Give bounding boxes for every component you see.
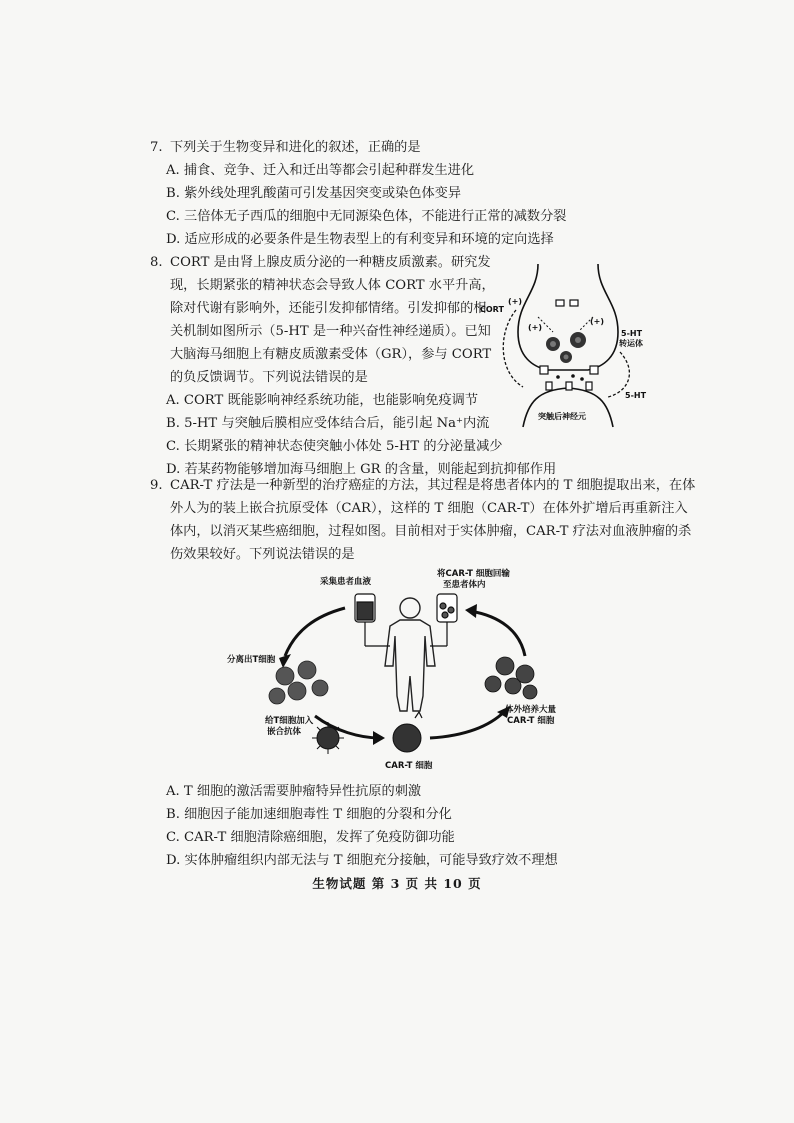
label-culture-2: CAR-T 细胞 (507, 716, 555, 726)
car-t-cluster (485, 657, 537, 699)
option-b: B. 细胞因子能加速细胞毒性 T 细胞的分裂和分化 (166, 807, 452, 822)
label-return-2: 至患者体内 (443, 580, 486, 590)
blood-bag-left (355, 594, 390, 646)
label-add-2: 嵌合抗体 (267, 727, 302, 737)
question-9 (150, 474, 696, 566)
question-8 (150, 251, 557, 481)
stem-line: 除对代谢有影响外，还能引发抑郁情绪。引发抑郁的相 (170, 301, 487, 316)
stem-line: 外人为的装上嵌合抗原受体（CAR），这样的 T 细胞（CAR-T）在体外扩增后再重新注入 (170, 501, 688, 516)
question-number: 7. (150, 140, 163, 155)
option-a: A. 捕食、竞争、迁入和迁出等都会引起种群发生进化 (166, 163, 475, 178)
label-transporter-2: 转运体 (619, 339, 643, 348)
postsynaptic-membrane (523, 388, 613, 427)
vesicles (546, 332, 586, 363)
question-stem: 下列关于生物变异和进化的叙述，正确的是 (170, 140, 421, 155)
question-number: 8. (150, 255, 163, 270)
car-t-cell (393, 712, 422, 752)
option-c: C. CAR-T 细胞清除癌细胞，发挥了免疫防御功能 (166, 830, 455, 845)
stem-line: 伤效果较好。下列说法错误的是 (170, 547, 355, 562)
stem-line: 的负反馈调节。下列说法错误的是 (170, 370, 368, 385)
label-plus-2: (+) (528, 323, 543, 332)
label-plus-1: (+) (508, 297, 523, 306)
blood-bag-right (430, 594, 457, 646)
option-b: B. 5-HT 与突触后膜相应受体结合后，能引起 Na⁺内流 (166, 416, 490, 431)
label-return-1: 将CAR-T 细胞回输 (437, 569, 510, 579)
synapse-diagram (478, 262, 648, 432)
label-postsynaptic: 突触后神经元 (538, 412, 586, 421)
stem-line: CAR-T 疗法是一种新型的治疗癌症的方法，其过程是将患者体内的 T 细胞提取出来，在体 (170, 478, 696, 493)
option-d: D. 适应形成的必要条件是生物表型上的有利变异和环境的定向选择 (166, 232, 554, 247)
human-figure (385, 598, 435, 711)
t-cells (269, 661, 328, 704)
label-add-1: 给T细胞加入 (265, 716, 314, 726)
stem-line: 大脑海马细胞上有糖皮质激素受体（GR），参与 CORT (170, 347, 492, 362)
label-car-t: CAR-T 细胞 (385, 761, 433, 771)
label-collect-blood: 采集患者血液 (320, 577, 372, 587)
option-d: D. 若某药物能够增加海马细胞上 GR 的含量，则能起到抗抑郁作用 (166, 462, 557, 477)
option-c: C. 长期紧张的精神状态使突触小体处 5-HT 的分泌量减少 (166, 439, 503, 454)
arrow-bottom-right (430, 711, 505, 738)
label-culture-1: 体外培养大量 (505, 705, 557, 715)
question-stem (150, 251, 495, 389)
question-9-options (150, 780, 650, 872)
option-d: D. 实体肿瘤组织内部无法与 T 细胞充分接触，可能导致疗效不理想 (166, 853, 558, 868)
question-number: 9. (150, 478, 163, 493)
stem-line: 关机制如图所示（5-HT 是一种兴奋性神经递质）。已知 (170, 324, 491, 339)
arrow-right (470, 611, 525, 656)
label-separate: 分离出T细胞 (227, 655, 276, 665)
arrow-left (285, 608, 345, 656)
car-t-diagram (225, 566, 575, 778)
question-7 (150, 136, 650, 251)
label-plus-3: (+) (590, 317, 605, 326)
page-footer: 生物试题 第 3 页 共 10 页 (312, 876, 482, 891)
option-c: C. 三倍体无子西瓜的细胞中无同源染色体，不能进行正常的减数分裂 (166, 209, 567, 224)
stem-line: 现，长期紧张的精神状态会导致人体 CORT 水平升高， (170, 278, 495, 293)
label-transporter-1: 5-HT (621, 329, 643, 338)
option-a: A. T 细胞的激活需要肿瘤特异性抗原的刺激 (166, 784, 422, 799)
serotonin-dots (556, 374, 584, 381)
antibody-cell (312, 722, 344, 754)
stem-line: 体内，以消灭某些癌细胞，过程如图。目前相对于实体肿瘤，CAR-T 疗法对血液肿瘤的杀 (170, 524, 692, 539)
label-5ht: 5-HT (625, 391, 647, 400)
option-a: A. CORT 既能影响神经系统功能，也能影响免疫调节 (166, 393, 479, 408)
stem-line: CORT 是由肾上腺皮质分泌的一种糖皮质激素。研究发 (170, 255, 491, 270)
label-cort: CORT (480, 305, 504, 314)
option-b: B. 紫外线处理乳酸菌可引发基因突变或染色体变异 (166, 186, 462, 201)
